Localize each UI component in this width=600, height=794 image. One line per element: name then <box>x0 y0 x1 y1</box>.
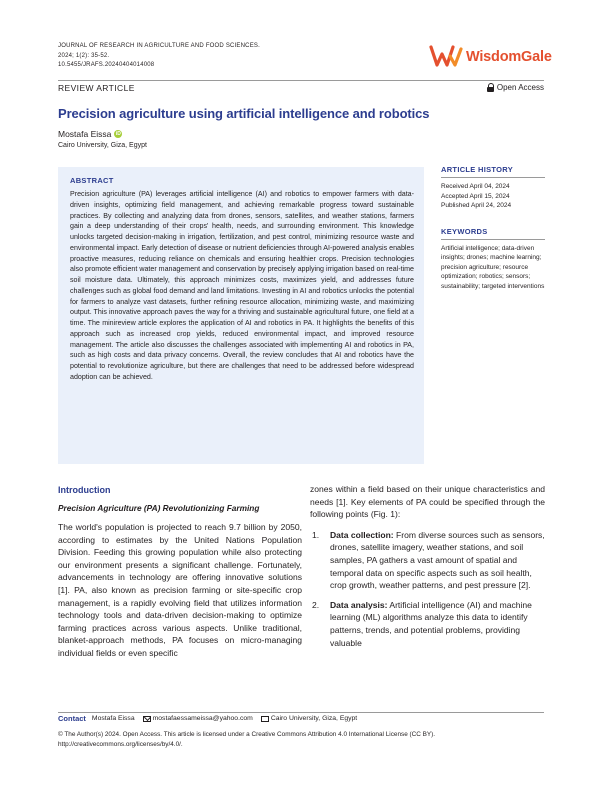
history-received: Received April 04, 2024 <box>441 183 510 190</box>
article-title: Precision agriculture using artificial intelligence and robotics <box>58 106 430 121</box>
license-text: © The Author(s) 2024. Open Access. This article is licensed under a Creative Commons Attribution 4.0 International License (CC BY). <box>58 731 436 738</box>
history-accepted: Accepted April 15, 2024 <box>441 192 510 200</box>
list-number: 2. <box>312 599 320 610</box>
affiliation: Cairo University, Giza, Egypt <box>58 142 147 149</box>
list-item-text: From diverse sources such as sensors, drones, satellite imagery, weather stations, and soil samples, PA gathers a vast amount of spatial and temporal data on specific aspects such as soil health, crop growth, weather patterns, and pest pressure [2]. <box>330 529 545 591</box>
contact-label: Contact <box>58 714 86 723</box>
article-type: REVIEW ARTICLE <box>58 83 135 93</box>
publisher-name: WisdomGale <box>466 48 552 65</box>
journal-name: JOURNAL OF RESEARCH IN AGRICULTURE AND FOOD SCIENCES. <box>58 43 260 49</box>
mail-icon <box>143 716 151 722</box>
right-column <box>310 483 545 656</box>
open-access-label: Open Access <box>496 83 544 92</box>
license-notice <box>58 730 544 750</box>
list-item-heading: Data collection: <box>330 529 394 540</box>
contact-line <box>58 714 357 723</box>
journal-citation: 2024; 1(2): 35-52. <box>58 52 110 59</box>
right-column-paragraph: zones within a field based on their unique characteristics and needs [1]. Key elements of PA could be specified through the following points (Fig. 1): <box>310 484 545 520</box>
list-number: 1. <box>312 529 320 540</box>
contact-address-group <box>259 715 357 722</box>
contact-address: Cairo University, Giza, Egypt <box>270 715 358 722</box>
contact-email-group[interactable] <box>141 715 253 722</box>
header-divider <box>58 80 544 81</box>
abstract-box <box>58 167 424 464</box>
journal-doi[interactable]: 10.5455/JRAFS.20240404014008 <box>58 62 155 68</box>
left-column-paragraph: The world's population is projected to reach 9.7 billion by 2050, according to estimates by the United Nations Population Division. Feeding this growing population while also protecting our environment presents a significant challenge. Fortunately, advancements in technology are offering innovative solutions [1]. PA, also known as precision farming or site-specific crop management, is a rapidly evolving field that utilizes information technology tools and data-driven decision-making to optimize farming practices across various aspects. Unlike traditional, blanket-approach methods, PA focuses on micro-managing individual fields or even specific <box>58 522 302 658</box>
article-sidebar <box>441 165 545 291</box>
subsection-title: Precision Agriculture (PA) Revolutionizing Farming <box>58 503 260 513</box>
publisher-logo-icon <box>429 43 463 70</box>
publisher-logo[interactable] <box>429 43 552 70</box>
journal-meta <box>58 42 260 71</box>
list-item <box>310 529 545 592</box>
key-elements-list <box>310 529 545 649</box>
keywords-text: Artificial intelligence; data-driven insights; drones; machine learning; precision agriculture; resource optimization; robotics; sensors; sustainability; targeted interventions <box>441 244 545 290</box>
contact-email[interactable]: mostafaessameissa@yahoo.com <box>152 715 253 722</box>
address-icon <box>261 716 269 722</box>
keywords-block <box>441 227 545 292</box>
abstract-text: Precision agriculture (PA) leverages artificial intelligence (AI) and robotics to empower farmers with data-driven insights, optimizing field management, and achieving remarkable progress toward sustainable practices. By collecting and analyzing data from drones, sensors, satellites, and weather stations, farmers gain a deep understanding of their crops' health, needs, and surrounding environment. This knowledge unlocks targeted decision-making in irrigation, fertilization, and pest control, minimizing resource waste and environmental impact. Early detection of disease or nutrient deficiencies through AI-powered analysis enables proactive measures, reducing reliance on chemicals and ensuring healthier crops. Precision technologies also promote efficient water management and conservation by precisely applying irrigation based on real-time soil moisture data. Ultimately, this approach minimizes costs, maximizes yield, and addresses future challenges such as global food demand and land limitations. Investing in AI and robotics unlocks the potential for farmers to analyze vast datasets, further refining resource allocation, minimizing waste, and maximizing output. This innovative approach paves the way for a thriving and sustainable agricultural future, one field at a time. The minireview article explores the application of AI and robotics in PA. It highlights the benefits of this approach such as increased crop yields, reduced environmental impact, and improved resource management. The article also discusses the challenges associated with implementing AI and robotics in PA, such as high costs and data privacy concerns. Overall, the review concludes that AI and robotics have the potential to revolutionize agriculture, but there are challenges that need to be addressed before widespread adoption can be achieved. <box>70 190 414 381</box>
list-item-text: Artificial intelligence (AI) and machine learning (ML) algorithms analyze this data to identify patterns, trends, and potential problems, providing valuable <box>330 599 532 648</box>
history-heading: ARTICLE HISTORY <box>441 165 545 178</box>
open-access-badge <box>487 83 544 92</box>
abstract-heading: ABSTRACT <box>70 176 114 185</box>
author-line <box>58 129 122 139</box>
section-title: Introduction <box>58 485 111 495</box>
author-name: Mostafa Eissa <box>58 129 112 139</box>
lock-icon <box>487 83 494 92</box>
footer-divider <box>58 712 544 713</box>
contact-name: Mostafa Eissa <box>91 715 135 722</box>
license-url[interactable]: http://creativecommons.org/licenses/by/4.0/. <box>58 741 183 748</box>
list-item-heading: Data analysis: <box>330 599 388 610</box>
keywords-heading: KEYWORDS <box>441 227 545 240</box>
list-item <box>310 599 545 649</box>
orcid-icon[interactable]: iD <box>115 131 121 137</box>
history-published: Published April 24, 2024 <box>441 202 512 209</box>
